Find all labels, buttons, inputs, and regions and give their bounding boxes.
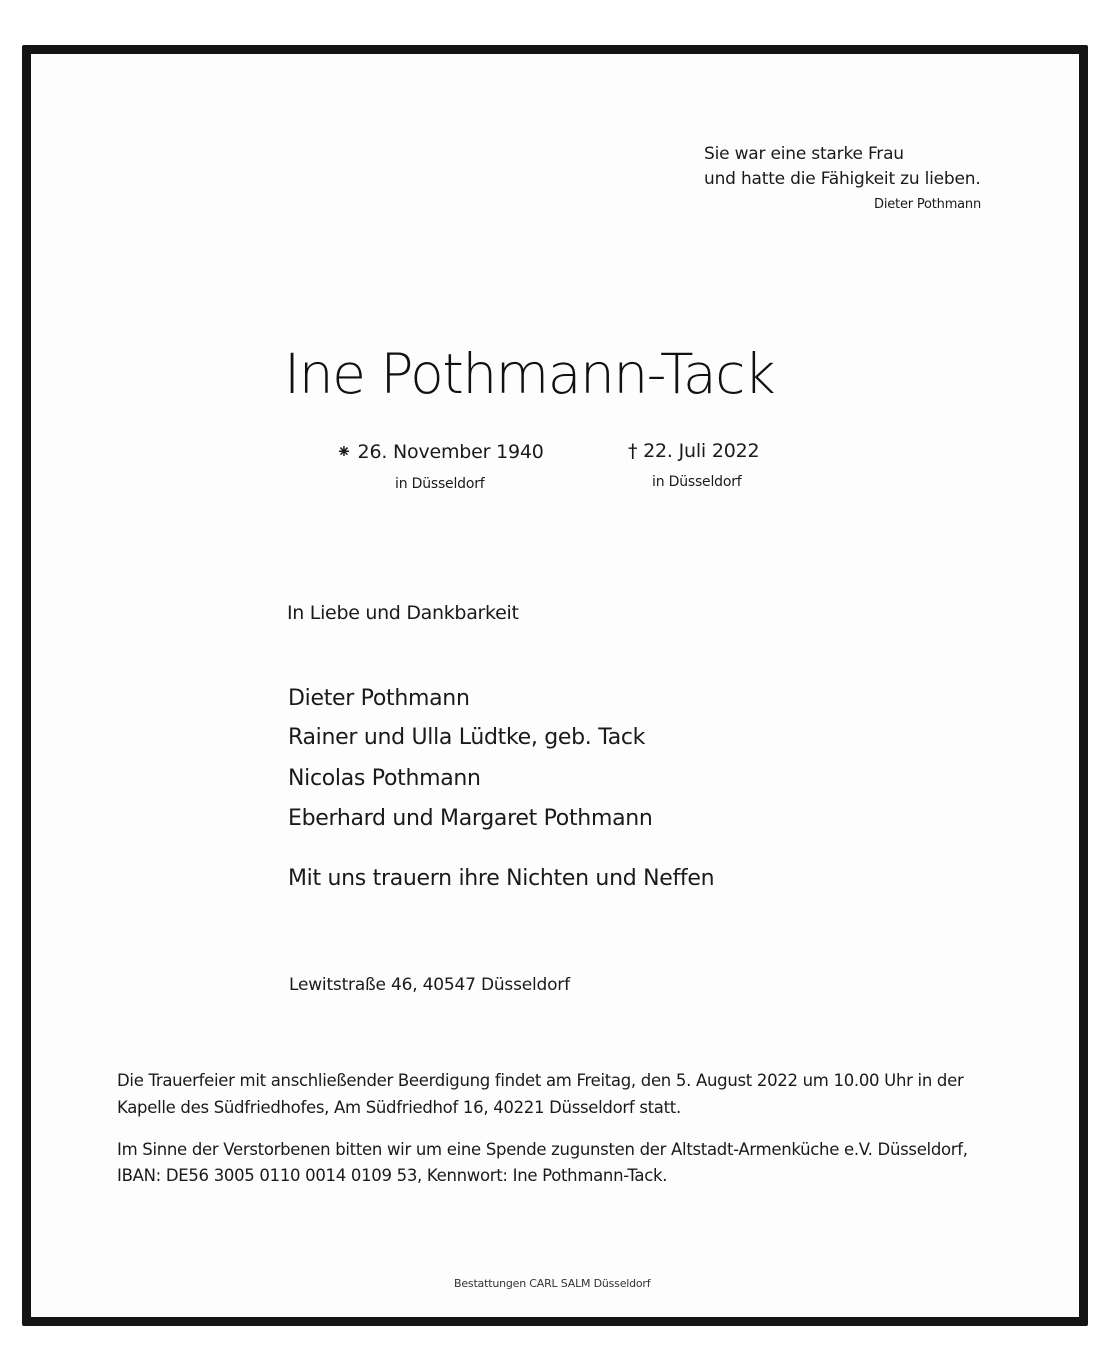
death-place: in Düsseldorf	[652, 474, 742, 490]
mourners-extra: Mit uns trauern ihre Nichten und Neffen	[288, 866, 715, 891]
birth-date: ⁕ 26. November 1940	[336, 441, 544, 463]
mourner: Nicolas Pothmann	[288, 766, 481, 791]
birth-place: in Düsseldorf	[395, 476, 485, 492]
donation-notice-line-2: IBAN: DE56 3005 0110 0014 0109 53, Kennwort: Ine Pothmann-Tack.	[117, 1166, 668, 1185]
deceased-name: Ine Pothmann-Tack	[284, 342, 775, 406]
death-date: † 22. Juli 2022	[628, 440, 760, 462]
funeral-home: Bestattungen CARL SALM Düsseldorf	[454, 1277, 651, 1290]
quote-line-2: und hatte die Fähigkeit zu lieben.	[704, 169, 981, 189]
quote-line-1: Sie war eine starke Frau	[704, 144, 904, 164]
address: Lewitstraße 46, 40547 Düsseldorf	[289, 975, 570, 995]
mourner: Rainer und Ulla Lüdtke, geb. Tack	[288, 725, 646, 750]
funeral-notice-line-2: Kapelle des Südfriedhofes, Am Südfriedhof 16, 40221 Düsseldorf statt.	[117, 1098, 681, 1117]
mourner: Dieter Pothmann	[288, 686, 470, 711]
donation-notice-line-1: Im Sinne der Verstorbenen bitten wir um eine Spende zugunsten der Altstadt-Armenküche e.V. Düsseldorf,	[117, 1140, 968, 1159]
mourner: Eberhard und Margaret Pothmann	[288, 806, 653, 831]
quote-author: Dieter Pothmann	[874, 197, 981, 212]
dedication: In Liebe und Dankbarkeit	[287, 602, 519, 624]
obituary-frame	[22, 45, 1088, 1326]
funeral-notice-line-1: Die Trauerfeier mit anschließender Beerdigung findet am Freitag, den 5. August 2022 um 10.00 Uhr in der	[117, 1071, 964, 1090]
